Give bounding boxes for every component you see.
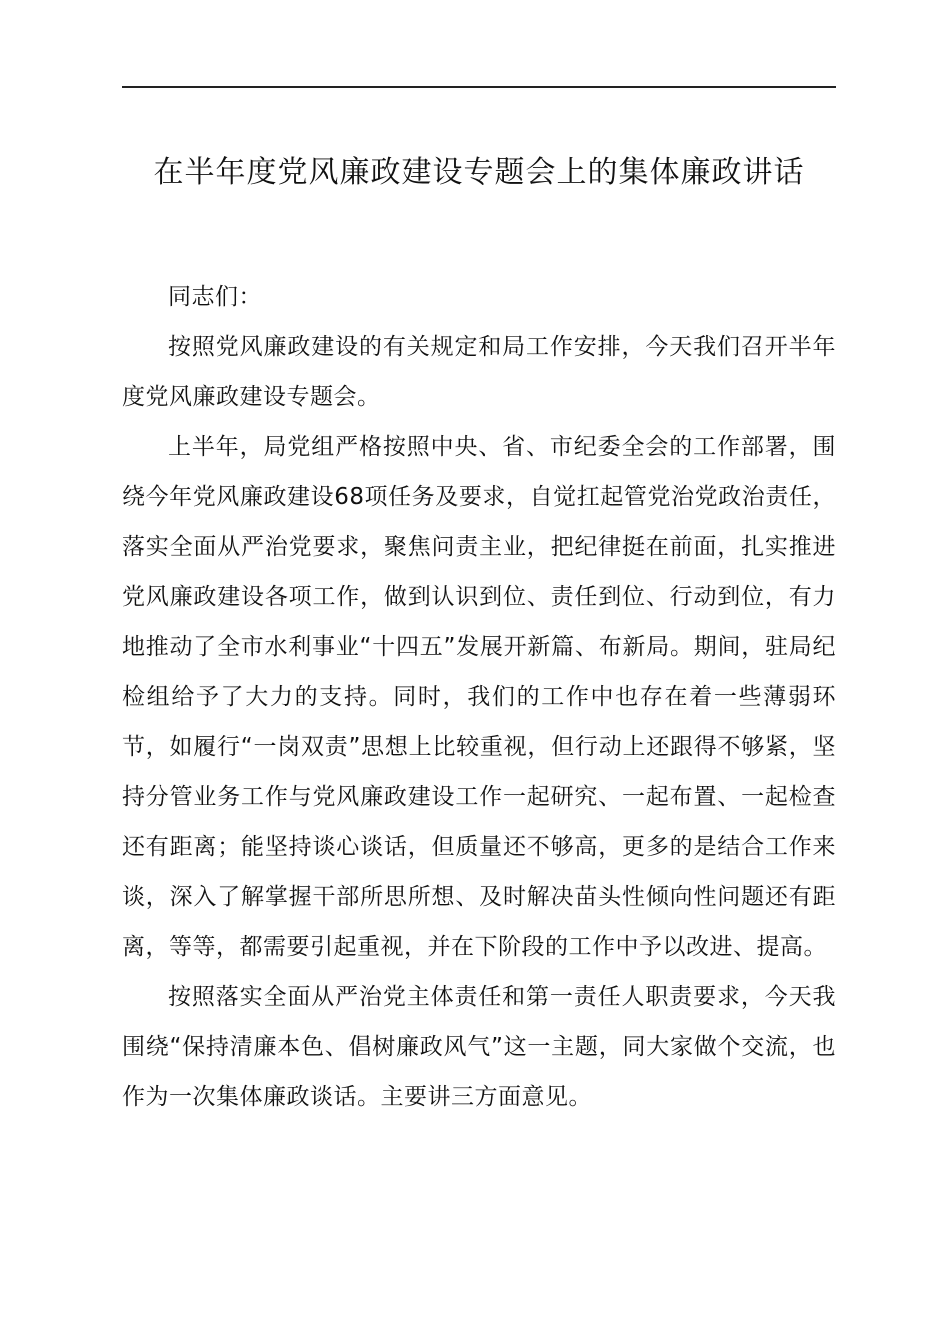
paragraph-1: 按照党风廉政建设的有关规定和局工作安排，今天我们召开半年度党风廉政建设专题会。 (122, 334, 836, 410)
header-rule (122, 86, 836, 88)
document-body (122, 272, 836, 1122)
salutation: 同志们： (168, 284, 262, 310)
document-title: 在半年度党风廉政建设专题会上的集体廉政讲话 (153, 155, 805, 190)
paragraph-3: 按照落实全面从严治党主体责任和第一责任人职责要求，今天我围绕“保持清廉本色、倡树廉政风气”这一主题，同大家做个交流，也作为一次集体廉政谈话。主要讲三方面意见。 (122, 984, 836, 1110)
paragraph-2: 上半年，局党组严格按照中央、省、市纪委全会的工作部署，围绕今年党风廉政建设68项任务及要求，自觉扛起管党治党政治责任，落实全面从严治党要求，聚焦问责主业，把纪律挺在前面，扎实推进党风廉政建设各项工作，做到认识到位、责任到位、行动到位，有力地推动了全市水利事业“十四五”发展开新篇、布新局。期间，驻局纪检组给予了大力的支持。同时，我们的工作中也存在着一些薄弱环节，如履行“一岗双责”思想上比较重视，但行动上还跟得不够紧，坚持分管业务工作与党风廉政建设工作一起研究、一起布置、一起检查还有距离；能坚持谈心谈话，但质量还不够高，更多的是结合工作来谈，深入了解掌握干部所思所想、及时解决苗头性倾向性问题还有距离，等等，都需要引起重视，并在下阶段的工作中予以改进、提高。 (122, 434, 836, 960)
